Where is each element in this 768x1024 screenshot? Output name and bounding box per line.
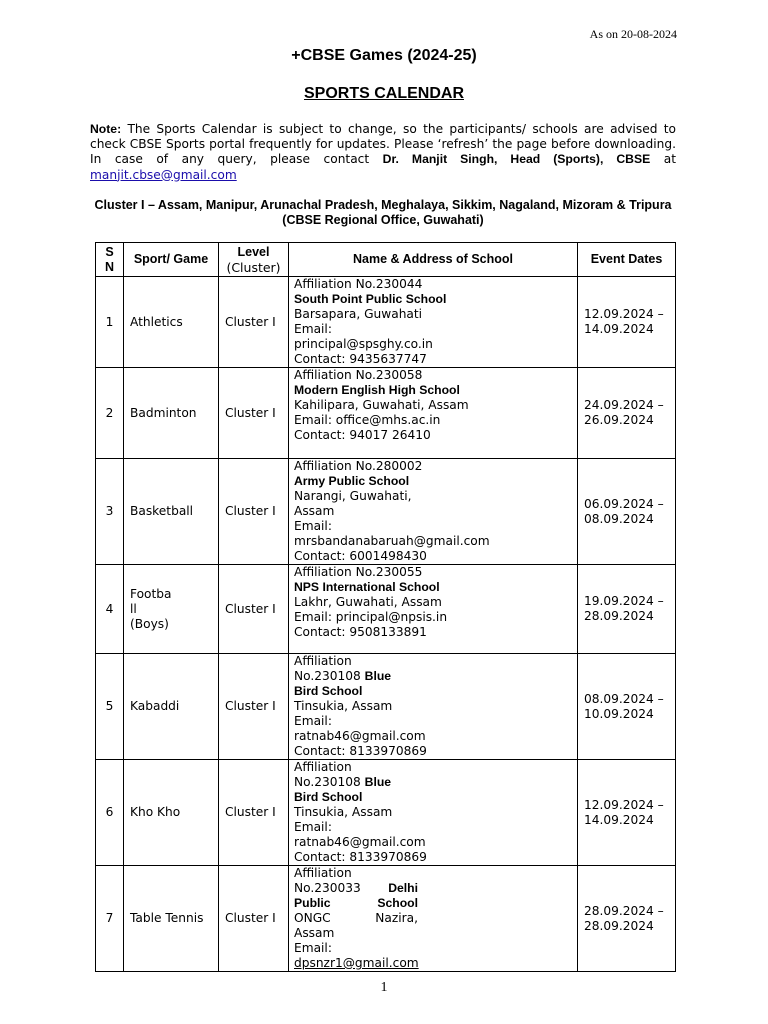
school-contact: Contact: 8133970869	[294, 744, 427, 758]
row-sport: Kabaddi	[124, 654, 219, 760]
school-name: Bird School	[294, 684, 363, 698]
affiliation: Affiliation No.280002	[294, 459, 423, 473]
as-on-date: As on 20-08-2024	[589, 27, 677, 41]
row-school	[289, 368, 578, 459]
contact-email-link[interactable]: manjit.cbse@gmail.com	[90, 167, 237, 182]
email-label: Email:	[294, 519, 332, 533]
note-paragraph	[90, 122, 676, 183]
school-email: Email: principal@npsis.in	[294, 610, 448, 624]
row-sport: Athletics	[124, 277, 219, 368]
affiliation: Affiliation No.230058	[294, 368, 423, 382]
row-school	[289, 565, 578, 654]
page-number: 1	[380, 980, 388, 995]
row-sport: Table Tennis	[124, 866, 219, 972]
email-label: Email:	[294, 820, 332, 834]
document-title: +CBSE Games (2024-25)	[291, 47, 477, 64]
school-address: Kahilipara, Guwahati, Assam	[294, 398, 469, 412]
row-dates: 19.09.2024 – 28.09.2024	[578, 565, 676, 654]
row-dates: 28.09.2024 – 28.09.2024	[578, 866, 676, 972]
school-email: mrsbandanabaruah@gmail.com	[294, 534, 490, 548]
note-at: at	[650, 152, 676, 167]
school-name: NPS International School	[294, 580, 440, 594]
table-row	[96, 654, 676, 760]
school-contact: Contact: 9508133891	[294, 625, 427, 639]
row-level: Cluster I	[219, 654, 289, 760]
table-row	[96, 368, 676, 459]
school-contact: Contact: 6001498430	[294, 549, 427, 563]
row-dates: 24.09.2024 – 26.09.2024	[578, 368, 676, 459]
row-sn: 2	[96, 368, 124, 459]
row-school	[289, 277, 578, 368]
row-level: Cluster I	[219, 368, 289, 459]
email-label: Email:	[294, 941, 332, 955]
school-email[interactable]: dpsnzr1@gmail.com	[294, 956, 419, 970]
affiliation: Affiliation No.230055	[294, 565, 423, 579]
row-sport: Kho Kho	[124, 760, 219, 866]
header-sport: Sport/ Game	[124, 243, 219, 277]
note-contact-name: Dr. Manjit Singh, Head (Sports), CBSE	[382, 152, 651, 167]
email-label: Email:	[294, 714, 332, 728]
header-school: Name & Address of School	[289, 243, 578, 277]
school-contact: Contact: 94017 26410	[294, 428, 431, 442]
school-address: Tinsukia, Assam	[294, 805, 393, 819]
table-row	[96, 565, 676, 654]
row-level: Cluster I	[219, 565, 289, 654]
school-name: Modern English High School	[294, 383, 460, 397]
row-dates: 08.09.2024 – 10.09.2024	[578, 654, 676, 760]
school-contact: Contact: 9435637747	[294, 352, 427, 366]
school-address-state: Assam	[294, 504, 335, 518]
school-email: principal@spsghy.co.in	[294, 337, 433, 351]
affiliation: Affiliation	[294, 760, 352, 774]
header-sn: S N	[96, 243, 124, 277]
row-sport: Basketball	[124, 459, 219, 565]
cluster-heading	[86, 198, 680, 228]
note-text: The Sports Calendar is subject to change, so the participants/ schools are advised to check CBSE Sports portal frequently for updates. Please ‘refresh’ the page before downloading. In case of any query, please contact	[90, 122, 676, 167]
school-email: Email: office@mhs.ac.in	[294, 413, 441, 427]
row-level: Cluster I	[219, 277, 289, 368]
row-dates: 06.09.2024 – 08.09.2024	[578, 459, 676, 565]
note-label: Note:	[90, 122, 122, 136]
cluster-regions: Cluster I – Assam, Manipur, Arunachal Pradesh, Meghalaya, Sikkim, Nagaland, Mizoram & Tripura	[94, 198, 672, 212]
row-school	[289, 866, 578, 972]
document-subtitle: SPORTS CALENDAR	[303, 85, 464, 102]
school-name: Public School	[294, 896, 418, 910]
table-row	[96, 760, 676, 866]
affiliation: Affiliation	[294, 866, 352, 880]
row-sn: 5	[96, 654, 124, 760]
table-row	[96, 277, 676, 368]
school-name: Bird School	[294, 790, 363, 804]
row-level: Cluster I	[219, 760, 289, 866]
email-label: Email:	[294, 322, 332, 336]
school-name: Army Public School	[294, 474, 410, 488]
row-sn: 7	[96, 866, 124, 972]
row-sn: 3	[96, 459, 124, 565]
row-level: Cluster I	[219, 459, 289, 565]
affiliation: Affiliation	[294, 654, 352, 668]
school-address: Lakhr, Guwahati, Assam	[294, 595, 442, 609]
row-level: Cluster I	[219, 866, 289, 972]
school-contact: Contact: 8133970869	[294, 850, 427, 864]
school-address-state: Assam	[294, 926, 335, 940]
row-dates: 12.09.2024 – 14.09.2024	[578, 277, 676, 368]
sports-calendar-table	[95, 242, 676, 972]
affiliation-number: No.230108 Blue	[294, 775, 392, 789]
school-email: ratnab46@gmail.com	[294, 729, 426, 743]
school-email: ratnab46@gmail.com	[294, 835, 426, 849]
row-school	[289, 760, 578, 866]
school-name: South Point Public School	[294, 292, 447, 306]
school-address: ONGC Nazira,	[294, 911, 418, 925]
table-row	[96, 866, 676, 972]
school-address: Barsapara, Guwahati	[294, 307, 423, 321]
affiliation-number: No.230033 Delhi	[294, 881, 418, 895]
row-sport: Badminton	[124, 368, 219, 459]
affiliation: Affiliation No.230044	[294, 277, 423, 291]
affiliation-number: No.230108 Blue	[294, 669, 392, 683]
table-row	[96, 459, 676, 565]
row-sn: 1	[96, 277, 124, 368]
header-dates: Event Dates	[578, 243, 676, 277]
row-sn: 4	[96, 565, 124, 654]
header-level: Level (Cluster)	[219, 243, 289, 277]
row-school	[289, 459, 578, 565]
school-address: Tinsukia, Assam	[294, 699, 393, 713]
table-header-row	[96, 243, 676, 277]
row-dates: 12.09.2024 – 14.09.2024	[578, 760, 676, 866]
row-school	[289, 654, 578, 760]
row-sport: Footba ll (Boys)	[124, 565, 219, 654]
row-sn: 6	[96, 760, 124, 866]
cluster-office: (CBSE Regional Office, Guwahati)	[282, 213, 484, 227]
school-address: Narangi, Guwahati,	[294, 489, 412, 503]
